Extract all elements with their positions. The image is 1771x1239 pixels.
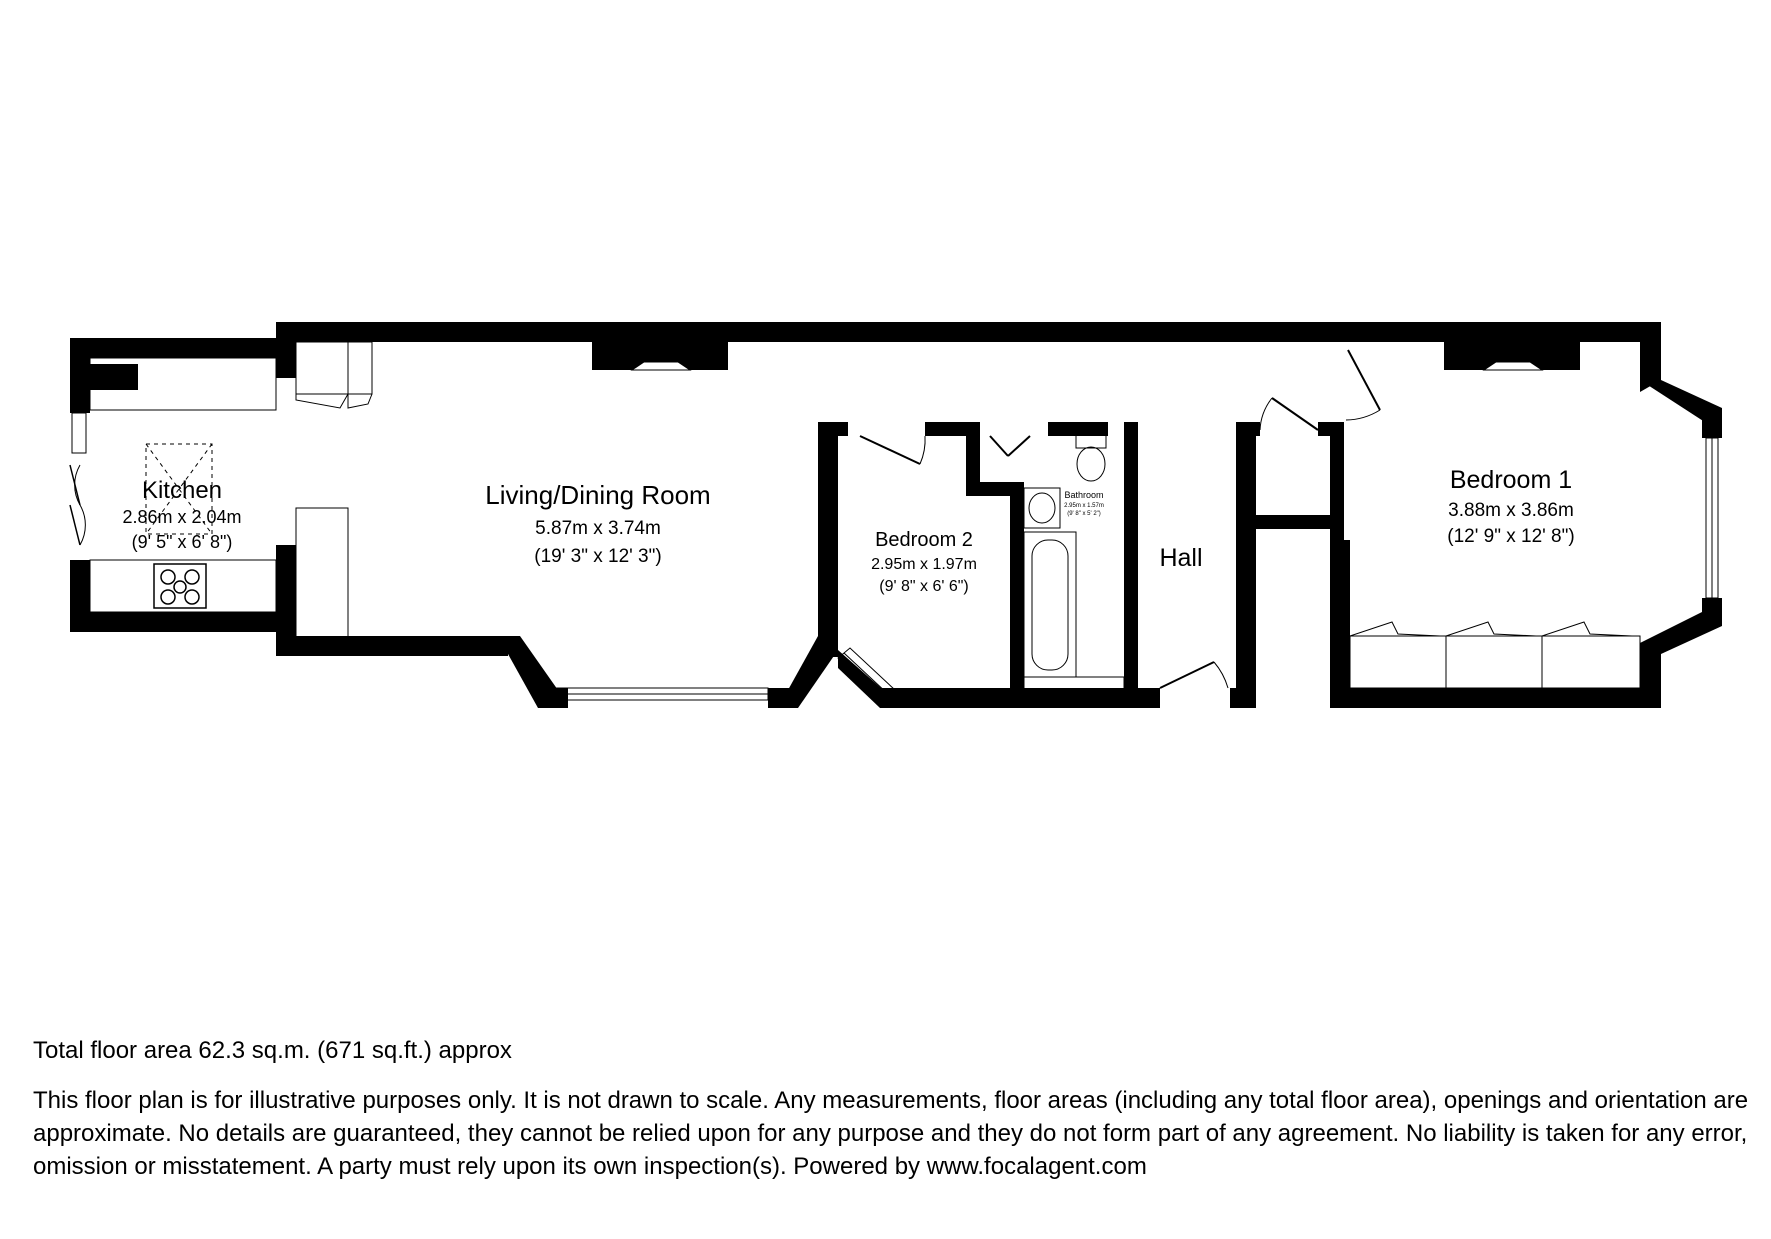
hob-icon bbox=[154, 564, 206, 608]
room-label-bedroom1 bbox=[1447, 466, 1574, 547]
bedroom1-metric: 3.88m x 3.86m bbox=[1448, 500, 1574, 521]
total-floor-area: Total floor area 62.3 sq.m. (671 sq.ft.) approx bbox=[33, 1037, 512, 1064]
kitchen-imperial: (9' 5" x 6' 8") bbox=[131, 532, 233, 552]
room-label-bedroom2 bbox=[871, 529, 977, 595]
room-label-living bbox=[485, 480, 710, 567]
bedroom1-name: Bedroom 1 bbox=[1449, 466, 1573, 494]
bedroom1-imperial: (12' 9" x 12' 8") bbox=[1447, 526, 1575, 547]
living-imperial: (19' 3" x 12' 3") bbox=[534, 546, 662, 567]
bedroom2-name: Bedroom 2 bbox=[875, 529, 973, 551]
bedroom2-metric: 2.95m x 1.97m bbox=[871, 556, 977, 573]
room-label-hall bbox=[1159, 544, 1202, 572]
living-name: Living/Dining Room bbox=[485, 480, 711, 510]
bathroom-metric: 2.95m x 1.57m bbox=[1064, 503, 1104, 509]
bathroom-imperial: (9' 8" x 5' 2") bbox=[1067, 511, 1101, 517]
hall-name: Hall bbox=[1159, 544, 1203, 572]
room-label-bathroom bbox=[1064, 490, 1104, 517]
kitchen-metric: 2.86m x 2.04m bbox=[122, 507, 242, 527]
fireplace-hearths bbox=[632, 362, 1542, 370]
bathroom-name: Bathroom bbox=[1064, 490, 1104, 500]
living-metric: 5.87m x 3.74m bbox=[535, 518, 661, 539]
kitchen-name: Kitchen bbox=[141, 477, 223, 504]
doors bbox=[70, 350, 1380, 688]
bedroom2-imperial: (9' 8" x 6' 6") bbox=[879, 578, 969, 595]
disclaimer-text: This floor plan is for illustrative purposes only. It is not drawn to scale. Any measurements, floor areas (including any total floor area), openings and orientation are approximate. No details are guaranteed, they cannot be relied upon for any purpose and they do not form part of any agreement. No liability is taken for any error, omission or misstatement. A party must rely upon its own inspection(s). Powered by www.focalagent.com bbox=[33, 1087, 1749, 1180]
room-label-kitchen bbox=[122, 477, 241, 552]
